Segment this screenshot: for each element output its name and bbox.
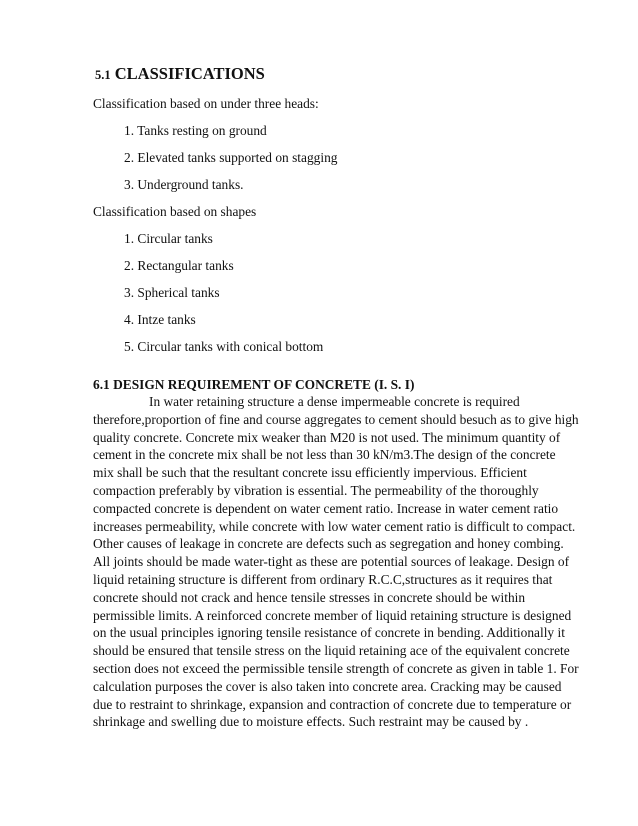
list-item: 3. Underground tanks. bbox=[124, 177, 244, 192]
paragraph-line: liquid retaining structure is different from ordinary R.C.C,structures as it requires that bbox=[93, 571, 553, 587]
section-heading-design-requirement: 6.1 DESIGN REQUIREMENT OF CONCRETE (I. S. I) bbox=[93, 377, 415, 392]
section-number: 5.1 bbox=[95, 68, 111, 82]
paragraph-line: All joints should be made water-tight as these are potential sources of leakage. Design of bbox=[93, 554, 570, 570]
paragraph-line: section does not exceed the permissible tensile strength of concrete as given in table 1. For bbox=[93, 660, 579, 676]
list-item: 3. Spherical tanks bbox=[124, 285, 220, 300]
paragraph-line: cement in the concrete mix shall be not less than 30 kN/m3.The design of the concrete bbox=[93, 447, 556, 463]
classification-intro: Classification based on under three heads: bbox=[93, 96, 319, 111]
section-heading-classifications bbox=[95, 64, 265, 85]
paragraph-line: compacted concrete is dependent on water cement ratio. Increase in water cement ratio bbox=[93, 500, 559, 516]
list-item: 2. Rectangular tanks bbox=[124, 258, 234, 273]
list-item: 5. Circular tanks with conical bottom bbox=[124, 339, 324, 354]
list-item: 4. Intze tanks bbox=[124, 312, 196, 327]
paragraph-line: mix shall be such that the resultant concrete issu efficiently impervious. Efficient bbox=[93, 465, 527, 481]
section-title: CLASSIFICATIONS bbox=[114, 64, 265, 83]
paragraph-line: Other causes of leakage in concrete are defects such as segregation and honey combing. bbox=[93, 536, 564, 552]
shapes-intro: Classification based on shapes bbox=[93, 204, 257, 219]
paragraph-line: increases permeability, while concrete with low water cement ratio is difficult to compact. bbox=[93, 518, 576, 534]
list-item: 1. Tanks resting on ground bbox=[124, 123, 267, 138]
body-paragraph bbox=[93, 393, 579, 731]
paragraph-line: concrete should not crack and hence tensile stresses in concrete should be within bbox=[93, 589, 526, 605]
paragraph-line: therefore,proportion of fine and course aggregates to cement should besuch as to give high bbox=[93, 411, 579, 427]
list-item: 2. Elevated tanks supported on stagging bbox=[124, 150, 338, 165]
paragraph-line: should be ensured that tensile stress on the liquid retaining ace of the equivalent concrete bbox=[93, 643, 570, 659]
paragraph-line: quality concrete. Concrete mix weaker than M20 is not used. The minimum quantity of bbox=[93, 429, 561, 445]
list-item: 1. Circular tanks bbox=[124, 231, 213, 246]
paragraph-line: permissible limits. A reinforced concrete member of liquid retaining structure is designed bbox=[93, 607, 572, 623]
paragraph-line: on the usual principles ignoring tensile resistance of concrete in bending. Additionally it bbox=[93, 625, 565, 641]
paragraph-line: calculation purposes the cover is also taken into concrete area. Cracking may be caused bbox=[93, 678, 562, 694]
paragraph-line: due to restraint to shrinkage, expansion and contraction of concrete due to temperature or bbox=[93, 696, 572, 712]
paragraph-line: compaction preferably by vibration is essential. The permeability of the thoroughly bbox=[93, 482, 539, 498]
paragraph-line: In water retaining structure a dense impermeable concrete is required bbox=[149, 394, 520, 409]
paragraph-line: shrinkage and swelling due to moisture effects. Such restraint may be caused by . bbox=[93, 714, 529, 730]
